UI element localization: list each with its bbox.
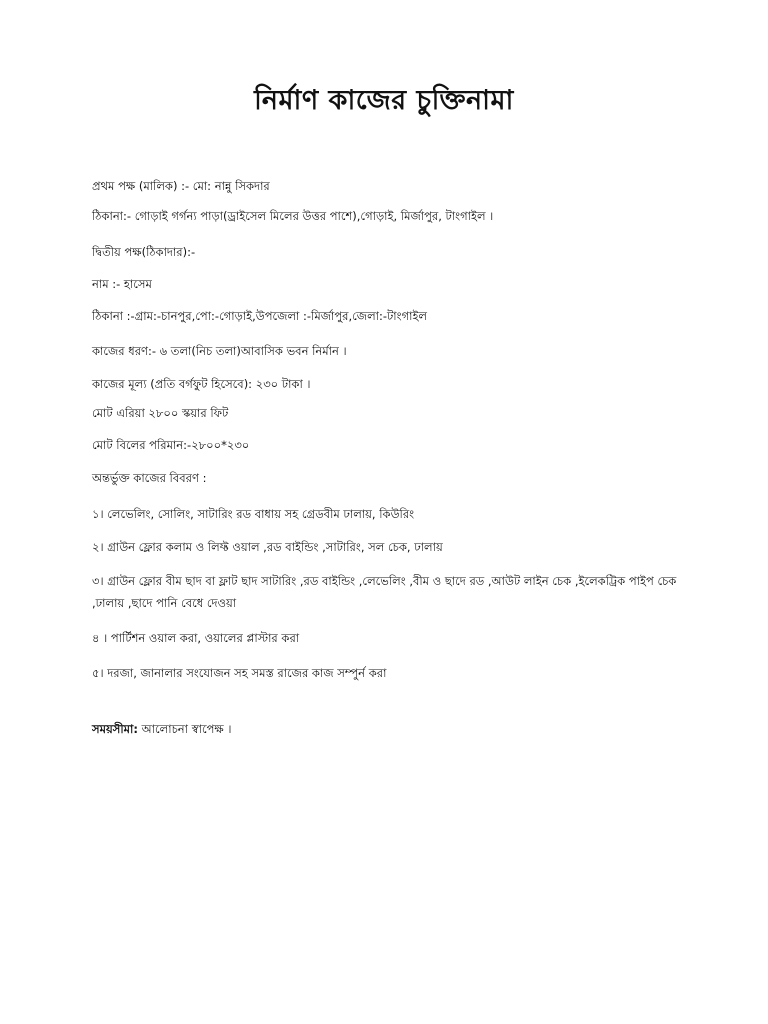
work-item-5: ৫। দরজা, জানালার সংযোজন সহ সমস্ত রাজের কাজ সম্পুর্ন করা — [92, 666, 387, 680]
included-work-heading: অন্তর্ভুক্ত কাজের বিবরণ : — [92, 471, 207, 485]
work-item-3: ৩। গ্রাউন ফ্লোর বীম ছাদ বা ফ্লাট ছাদ সাটারিং ,রড বাইন্ডিং ,লেভেলিং ,বীম ও ছাদে রড ,আউট লাইন চেক ,ইলেকট্রিক পাইপ চেক ,ঢালায় ,ছাদে পানি বেধে দেওয়া — [92, 574, 677, 610]
work-item-4: ৪ । পার্টিশন ওয়াল করা, ওয়ালের প্লাস্টার করা — [92, 631, 300, 645]
first-party-line: প্রথম পক্ষ (মালিক) :- মো: নান্নু সিকদার — [92, 179, 270, 193]
total-bill-line: মোট বিলের পরিমান:-২৮০০*২৩০ — [92, 438, 250, 452]
second-party-address-line: ঠিকানা :-গ্রাম:-চানপুর,পো:-গোড়াই,উপজেলা :-মির্জাপুর,জেলা:-টাংগাইল — [92, 309, 427, 323]
total-area-line: মোট এরিয়া ২৮০০ স্কয়ার ফিট — [92, 406, 229, 420]
deadline-label: সময়সীমা: — [92, 722, 138, 736]
deadline-value: আলোচনা স্বাপেক্ষ । — [137, 722, 232, 736]
work-item-1: ১। লেভেলিং, সোলিং, সাটারিং রড বাধায় সহ গ্রেডবীম ঢালায়, কিউরিং — [92, 507, 415, 521]
document-title: নির্মাণ কাজের চুক্তিনামা — [254, 85, 514, 116]
deadline-line — [92, 718, 692, 740]
contractor-name-line: নাম :- হাসেম — [92, 277, 152, 291]
second-party-line: দ্বিতীয় পক্ষ(ঠিকাদার):- — [92, 245, 196, 259]
work-type-line: কাজের ধরণ:- ৬ তলা(নিচ তলা)আবাসিক ভবন নির্মান । — [92, 344, 347, 358]
first-party-address-line: ঠিকানা:- গোড়াই গর্গন্য পাড়া(ড্রাইসেল মিলের উত্তর পাশে),গোড়াই, মির্জাপুর, টাংগাইল । — [92, 209, 494, 223]
work-rate-line: কাজের মূল্য (প্রতি বর্গফুট হিসেবে): ২৩০ টাকা । — [92, 377, 311, 391]
work-item-2: ২। গ্রাউন ফ্লোর কলাম ও লিফ্ট ওয়াল ,রড বাইন্ডিং ,সাটারিং, সল চেক, ঢালায় — [92, 540, 443, 554]
